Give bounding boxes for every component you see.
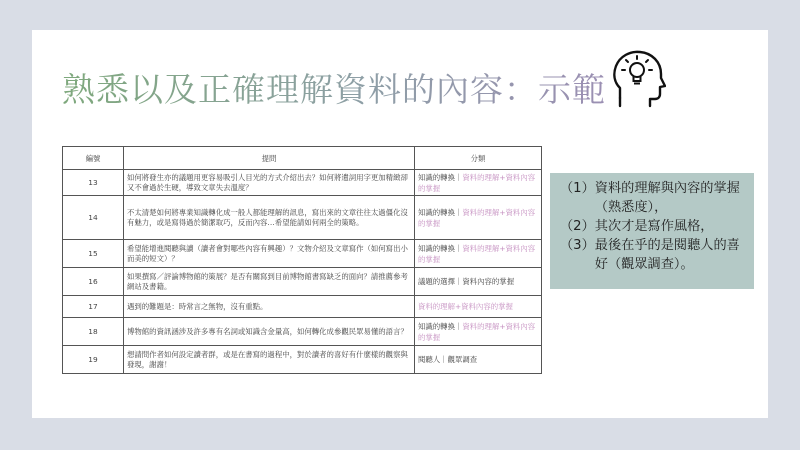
row-category	[415, 240, 542, 268]
category-label: 知識的轉換	[418, 321, 455, 331]
table-row	[63, 268, 542, 296]
category-tag: 資料的理解+資料內容的掌握	[418, 321, 536, 342]
table-row	[63, 196, 542, 240]
category-tag: 資料的理解+資料內容的掌握	[418, 243, 536, 264]
note-number: （2）	[560, 219, 595, 234]
table-row	[63, 240, 542, 268]
slide	[32, 30, 768, 418]
category-tag: 資料的理解+資料內容的掌握	[418, 207, 536, 228]
category-tag: 資料的理解+資料內容的掌握	[418, 172, 536, 193]
note-number: （1）	[560, 181, 595, 196]
row-question: 希望能增進閱聽與讀（讀者會對哪些內容有興趣）？文物介紹及文章寫作（如何寫出小而美的短文）？	[124, 240, 415, 268]
row-number: 16	[63, 268, 124, 296]
category-label: 知識的轉換	[418, 243, 455, 253]
row-question: 如果撰寫／評論博物館的策展？是否有關寫到目前博物館書寫缺乏的面向？請推薦參考網站及書籍。	[124, 268, 415, 296]
category-separator: ｜	[454, 243, 463, 253]
category-label: 閱聽人｜觀眾調查	[418, 355, 478, 364]
row-question: 不太清楚如何將專業知識轉化成一般人都能理解的訊息，寫出來的文章往往太過僵化沒有魅力，或是寫得過於簡潔取巧，反而內容…希望能請如何兩全的策略。	[124, 196, 415, 240]
category-separator: ｜	[454, 321, 463, 331]
table-row	[63, 296, 542, 318]
row-category	[415, 296, 542, 318]
column-header-category: 分類	[415, 147, 542, 170]
questions-table	[62, 146, 542, 374]
summary-note-box	[550, 173, 754, 289]
row-category	[415, 196, 542, 240]
head-lightbulb-icon	[610, 48, 666, 108]
table-row	[63, 318, 542, 346]
category-label: 知識的轉換	[418, 207, 455, 217]
table-row	[63, 346, 542, 374]
row-number: 18	[63, 318, 124, 346]
category-label: 知識的轉換	[418, 172, 455, 182]
row-number: 13	[63, 170, 124, 196]
note-item	[560, 217, 744, 236]
row-category	[415, 268, 542, 296]
category-tag: 資料的理解+資料內容的掌握	[418, 302, 513, 311]
row-question: 遇到的難題是：時常言之無物，沒有重點。	[124, 296, 415, 318]
note-item	[560, 236, 744, 274]
note-text: 最後在乎的是閱聽人的喜好（觀眾調查）。	[594, 238, 740, 272]
row-number: 17	[63, 296, 124, 318]
row-question: 如何將發生亦的議題用更容易吸引人目光的方式介紹出去？如何將遺詞用字更加精緻卻又不會過於生硬，導致文章失去溫度？	[124, 170, 415, 196]
category-label: 議題的選擇｜資料內容的掌握	[418, 277, 515, 286]
table-row	[63, 170, 542, 196]
slide-title: 熟悉以及正確理解資料的內容：示範	[62, 64, 606, 111]
row-category	[415, 346, 542, 374]
row-category	[415, 318, 542, 346]
category-separator: ｜	[454, 172, 463, 182]
row-question: 博物館的資訊涵涉及許多專有名詞或知識含金量高，如何轉化成參觀民眾易懂的語言？	[124, 318, 415, 346]
note-item	[560, 179, 744, 217]
row-category	[415, 170, 542, 196]
note-text: 其次才是寫作風格，	[594, 219, 714, 234]
row-number: 19	[63, 346, 124, 374]
column-header-number: 編號	[63, 147, 124, 170]
row-question: 想請問作者如何設定讀者群，或是在書寫的過程中，對於讀者的喜好有什麼樣的觀察與發現，謝謝！	[124, 346, 415, 374]
category-separator: ｜	[454, 207, 463, 217]
table-header-row	[63, 147, 542, 170]
note-number: （3）	[560, 238, 595, 253]
note-text: 資料的理解與內容的掌握（熟悉度），	[594, 181, 740, 215]
row-number: 14	[63, 196, 124, 240]
row-number: 15	[63, 240, 124, 268]
column-header-question: 提問	[124, 147, 415, 170]
